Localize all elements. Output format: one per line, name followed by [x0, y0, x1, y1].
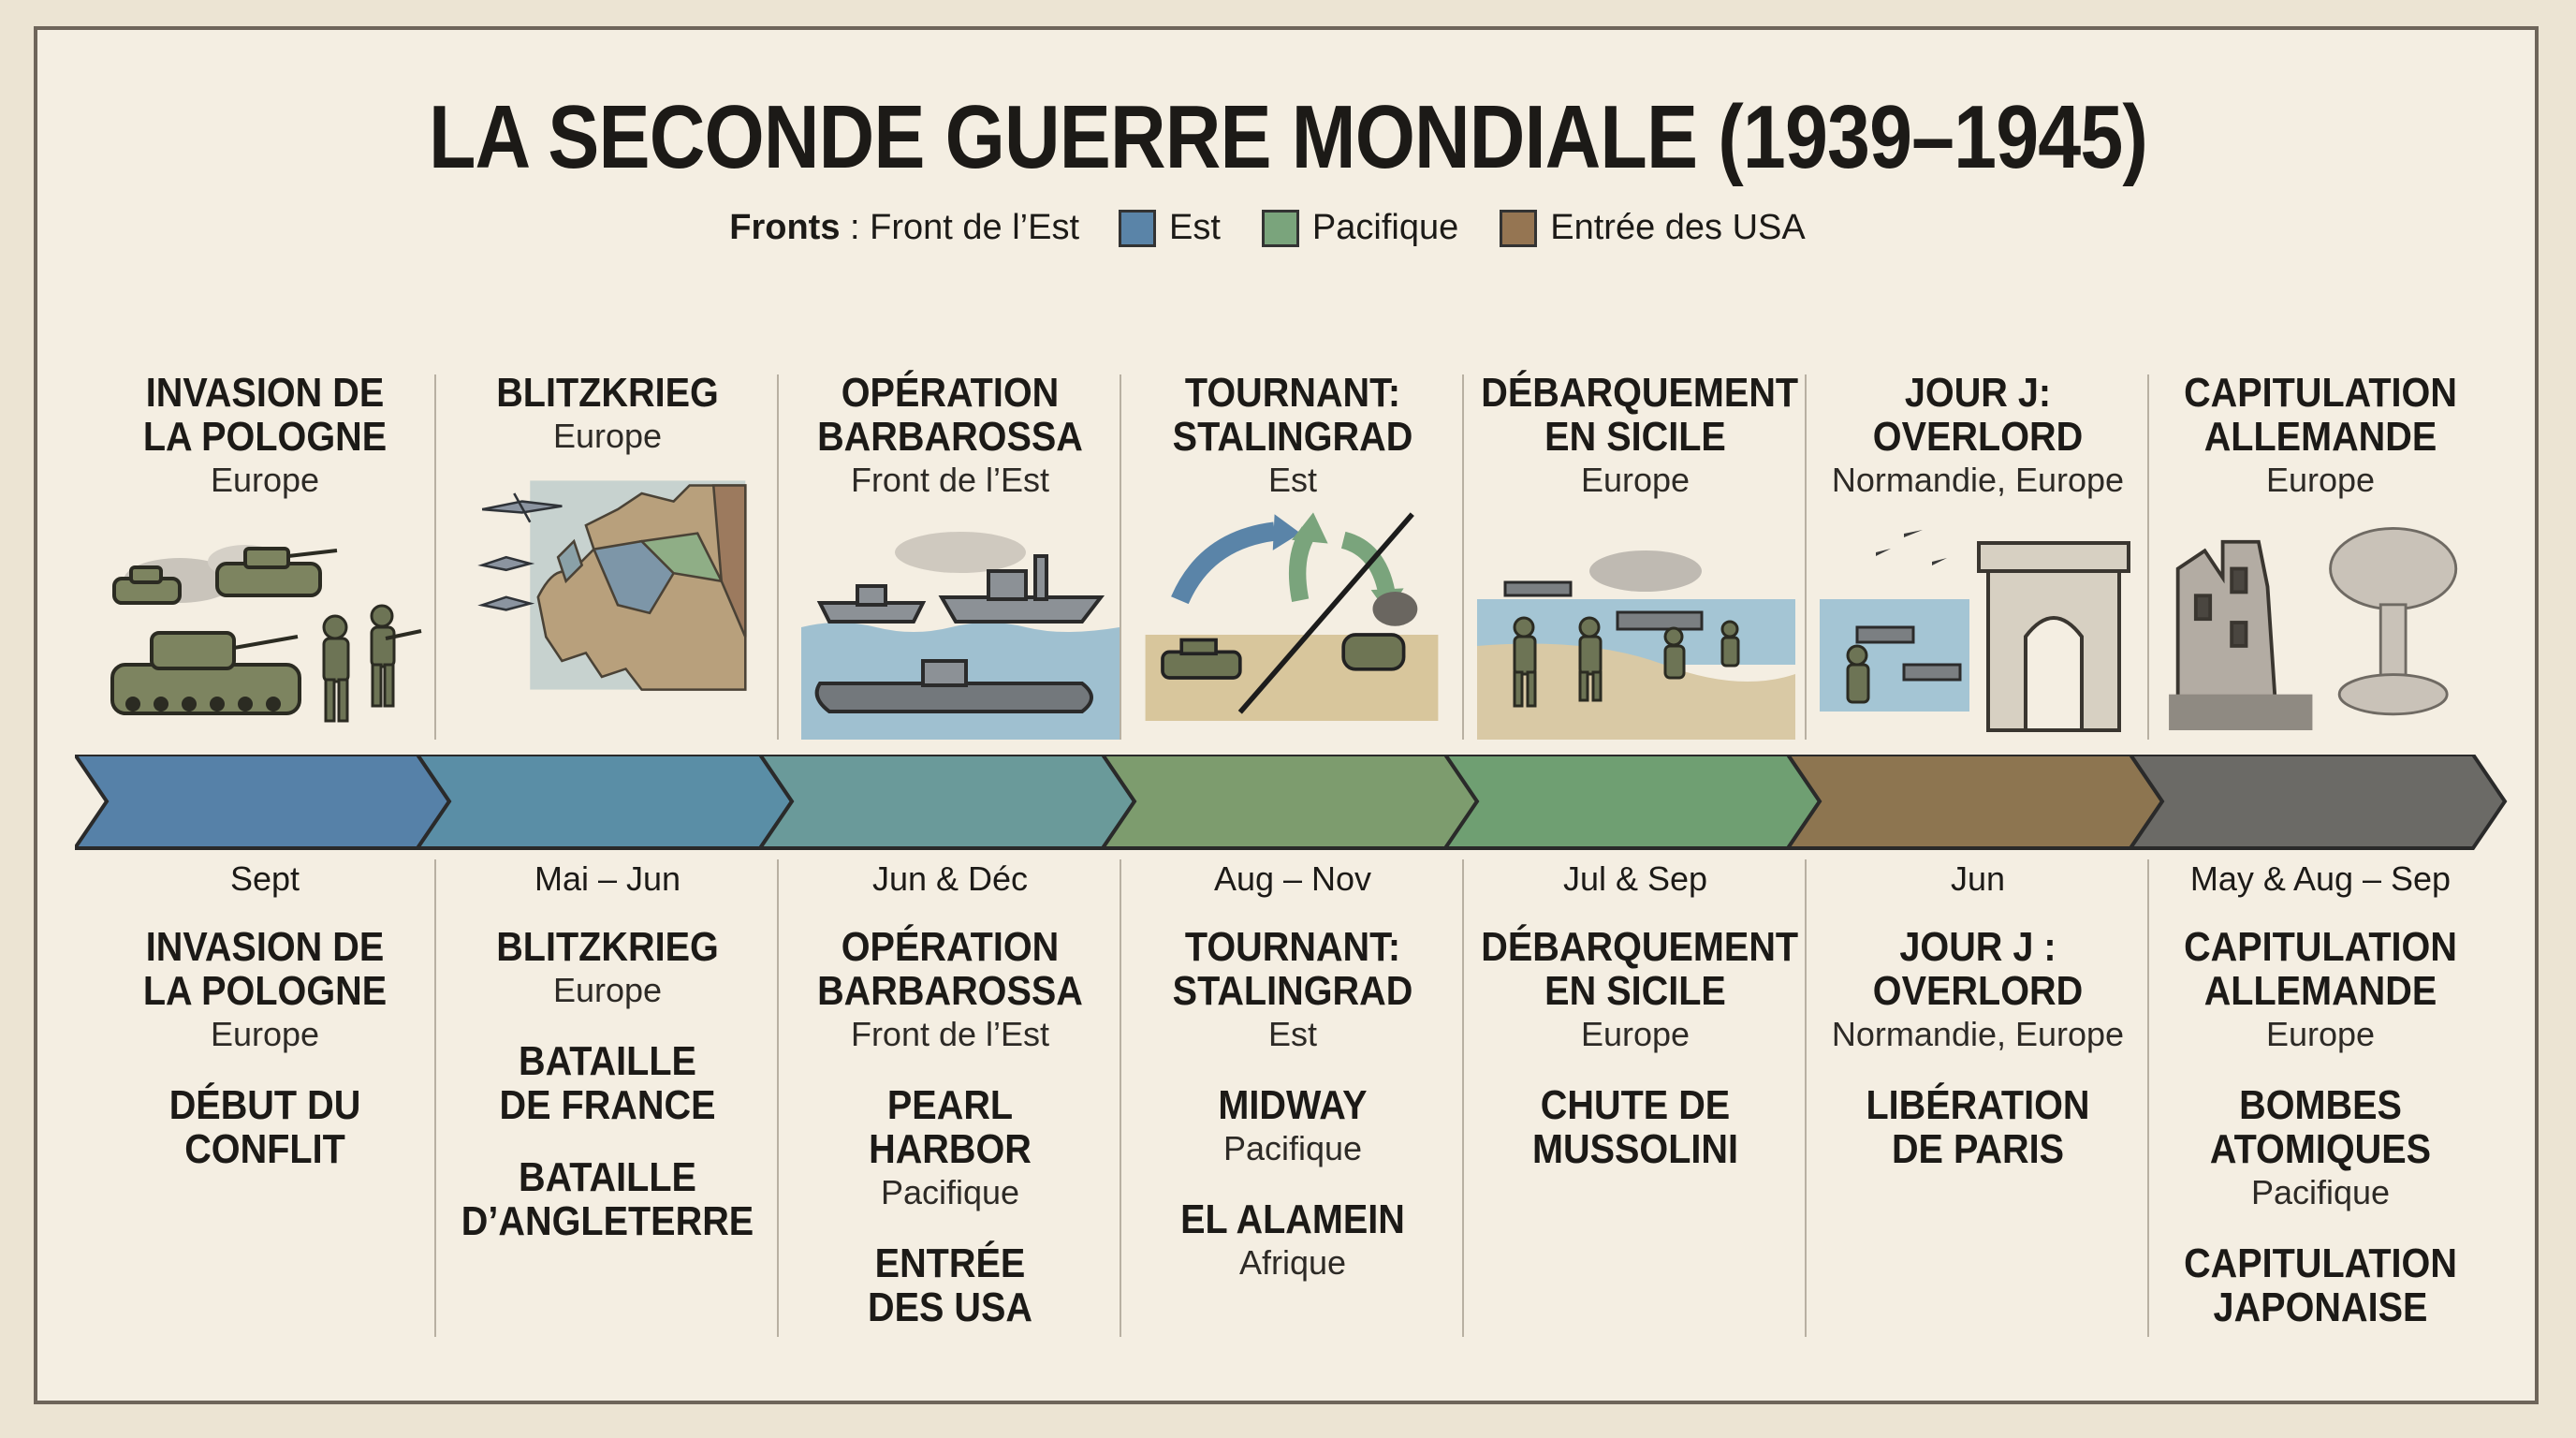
column-divider: [1120, 859, 1121, 1337]
top-event-region: Europe: [2265, 461, 2376, 499]
event-title: OPÉRATION BARBAROSSA: [817, 924, 1083, 1014]
event-title: BATAILLE DE FRANCE: [499, 1038, 716, 1128]
top-event-1941: [779, 371, 1121, 501]
events-list-1940: [436, 925, 779, 1271]
events-list-1942: [1121, 925, 1464, 1312]
legend-swatch-est: [1119, 210, 1156, 247]
event-region: Europe: [1580, 1015, 1690, 1053]
column-divider: [434, 859, 436, 1337]
column-divider: [1120, 374, 1121, 740]
event-d-but-du-conflit: [94, 1083, 436, 1171]
year-segment-1940: [417, 755, 792, 848]
event-title: MIDWAY: [1218, 1082, 1368, 1128]
top-event-region: Normandie, Europe: [1831, 461, 2125, 499]
date-range-1944: Jun: [1950, 859, 2006, 898]
year-segment-1941: [760, 755, 1134, 848]
sicily-landing-illustration: [1477, 524, 1795, 740]
normandy-paris-illustration: [1820, 524, 2138, 740]
top-event-1943: [1464, 371, 1807, 501]
event-invasion-de-la-pologne: [94, 925, 436, 1055]
top-event-title: BLITZKRIEG: [496, 370, 719, 416]
column-divider: [2147, 374, 2149, 740]
column-divider: [1805, 859, 1807, 1337]
events-list-1943: [1464, 925, 1807, 1199]
event-jour-j-overlord: [1807, 925, 2149, 1055]
top-event-region: Europe: [210, 461, 320, 499]
event-title: CHUTE DE MUSSOLINI: [1531, 1082, 1738, 1172]
column-divider: [434, 374, 436, 740]
events-list-1944: [1807, 925, 2149, 1199]
top-event-1942: [1121, 371, 1464, 501]
column-divider: [777, 859, 779, 1337]
legend: [0, 208, 2576, 248]
date-range-1939: Sept: [229, 859, 300, 898]
event-tournant-stalingrad: [1121, 925, 1464, 1055]
top-event-1944: [1807, 371, 2149, 501]
event-region: Pacifique: [2250, 1173, 2391, 1211]
page-title: LA SECONDE GUERRE MONDIALE (1939–1945): [428, 87, 2148, 187]
column-divider: [777, 374, 779, 740]
event-lib-ration-de-paris: [1807, 1083, 2149, 1171]
event-title: JOUR J : OVERLORD: [1872, 924, 2084, 1014]
date-range-1940: Mai – Jun: [534, 859, 681, 898]
column-divider: [2147, 859, 2149, 1337]
event-title: BLITZKRIEG: [496, 924, 719, 970]
date-range-1941: Jun & Déc: [871, 859, 1029, 898]
year-segment-1943: [1445, 755, 1820, 848]
event-title: INVASION DE LA POLOGNE: [142, 924, 388, 1014]
year-segment-1939: [75, 755, 449, 848]
event-region: Europe: [210, 1015, 320, 1053]
event-title: PEARL HARBOR: [869, 1082, 1032, 1172]
event-chute-de-mussolini: [1464, 1083, 1807, 1171]
event-capitulation-allemande: [2149, 925, 2492, 1055]
legend-swatch-usa: [1500, 210, 1537, 247]
event-bataille-de-france: [436, 1039, 779, 1127]
events-list-1945: [2149, 925, 2492, 1357]
event-title: BATAILLE D’ANGLETERRE: [461, 1154, 754, 1244]
event-el-alamein: [1121, 1197, 1464, 1284]
top-event-region: Europe: [552, 417, 663, 455]
warships-submarine-illustration: [801, 524, 1120, 740]
event-bataille-d-angleterre: [436, 1155, 779, 1243]
tanks-soldiers-illustration: [105, 524, 423, 740]
event-region: Europe: [2265, 1015, 2376, 1053]
top-event-region: Front de l’Est: [850, 461, 1050, 499]
top-event-1945: [2149, 371, 2492, 501]
date-range-1942: Aug – Nov: [1213, 859, 1372, 898]
column-divider: [1462, 374, 1464, 740]
top-event-title: DÉBARQUEMENT EN SICILE: [1481, 370, 1799, 460]
event-op-ration-barbarossa: [779, 925, 1121, 1055]
legend-label: Fronts : Front de l’Est: [729, 208, 1080, 247]
legend-item-est: Est: [1119, 208, 1221, 248]
event-title: CAPITULATION JAPONAISE: [2184, 1240, 2457, 1330]
event-blitzkrieg: [436, 925, 779, 1011]
top-event-title: INVASION DE LA POLOGNE: [142, 370, 388, 460]
event-bombes-atomiques: [2149, 1083, 2492, 1213]
year-segment-1944: [1788, 755, 2162, 848]
ruins-mushroom-cloud-illustration: [2162, 515, 2481, 730]
year-segment-1942: [1103, 755, 1477, 848]
legend-swatch-pacifique: [1262, 210, 1299, 247]
top-event-title: JOUR J: OVERLORD: [1872, 370, 2084, 460]
legend-item-pacifique: Pacifique: [1262, 208, 1458, 248]
event-midway: [1121, 1083, 1464, 1169]
top-event-title: TOURNANT: STALINGRAD: [1172, 370, 1413, 460]
events-list-1941: [779, 925, 1121, 1357]
event-title: DÉBARQUEMENT EN SICILE: [1481, 924, 1799, 1014]
legend-item-usa: Entrée des USA: [1500, 208, 1805, 248]
events-list-1939: [94, 925, 436, 1199]
event-title: CAPITULATION ALLEMANDE: [2184, 924, 2457, 1014]
event-title: EL ALAMEIN: [1180, 1196, 1405, 1242]
event-d-barquement-en-sicile: [1464, 925, 1807, 1055]
top-event-title: CAPITULATION ALLEMANDE: [2184, 370, 2457, 460]
event-region: Est: [1267, 1015, 1317, 1053]
top-event-region: Europe: [1580, 461, 1690, 499]
event-title: TOURNANT: STALINGRAD: [1172, 924, 1413, 1014]
event-entr-e-des-usa: [779, 1241, 1121, 1329]
top-event-title: OPÉRATION BARBAROSSA: [817, 370, 1083, 460]
top-event-1940: [436, 371, 779, 457]
stalingrad-arrows-illustration: [1133, 506, 1451, 721]
event-pearl-harbor: [779, 1083, 1121, 1213]
event-region: Afrique: [1238, 1243, 1347, 1282]
column-divider: [1805, 374, 1807, 740]
event-title: BOMBES ATOMIQUES: [2209, 1082, 2432, 1172]
event-region: Pacifique: [1222, 1129, 1363, 1167]
event-title: DÉBUT DU CONFLIT: [168, 1082, 361, 1172]
year-segment-1945: [2130, 755, 2505, 848]
timeline-arrow-band: [75, 755, 2509, 858]
date-range-1943: Jul & Sep: [1562, 859, 1708, 898]
event-capitulation-japonaise: [2149, 1241, 2492, 1329]
event-title: LIBÉRATION DE PARIS: [1866, 1082, 2090, 1172]
column-divider: [1462, 859, 1464, 1337]
event-region: Front de l’Est: [850, 1015, 1050, 1053]
top-event-1939: [94, 371, 436, 501]
event-region: Pacifique: [880, 1173, 1020, 1211]
event-title: ENTRÉE DES USA: [867, 1240, 1033, 1330]
event-region: Europe: [552, 971, 663, 1009]
event-region: Normandie, Europe: [1831, 1015, 2125, 1053]
date-range-1945: May & Aug – Sep: [2189, 859, 2452, 898]
top-event-region: Est: [1267, 461, 1317, 499]
europe-map-illustration: [459, 477, 777, 693]
